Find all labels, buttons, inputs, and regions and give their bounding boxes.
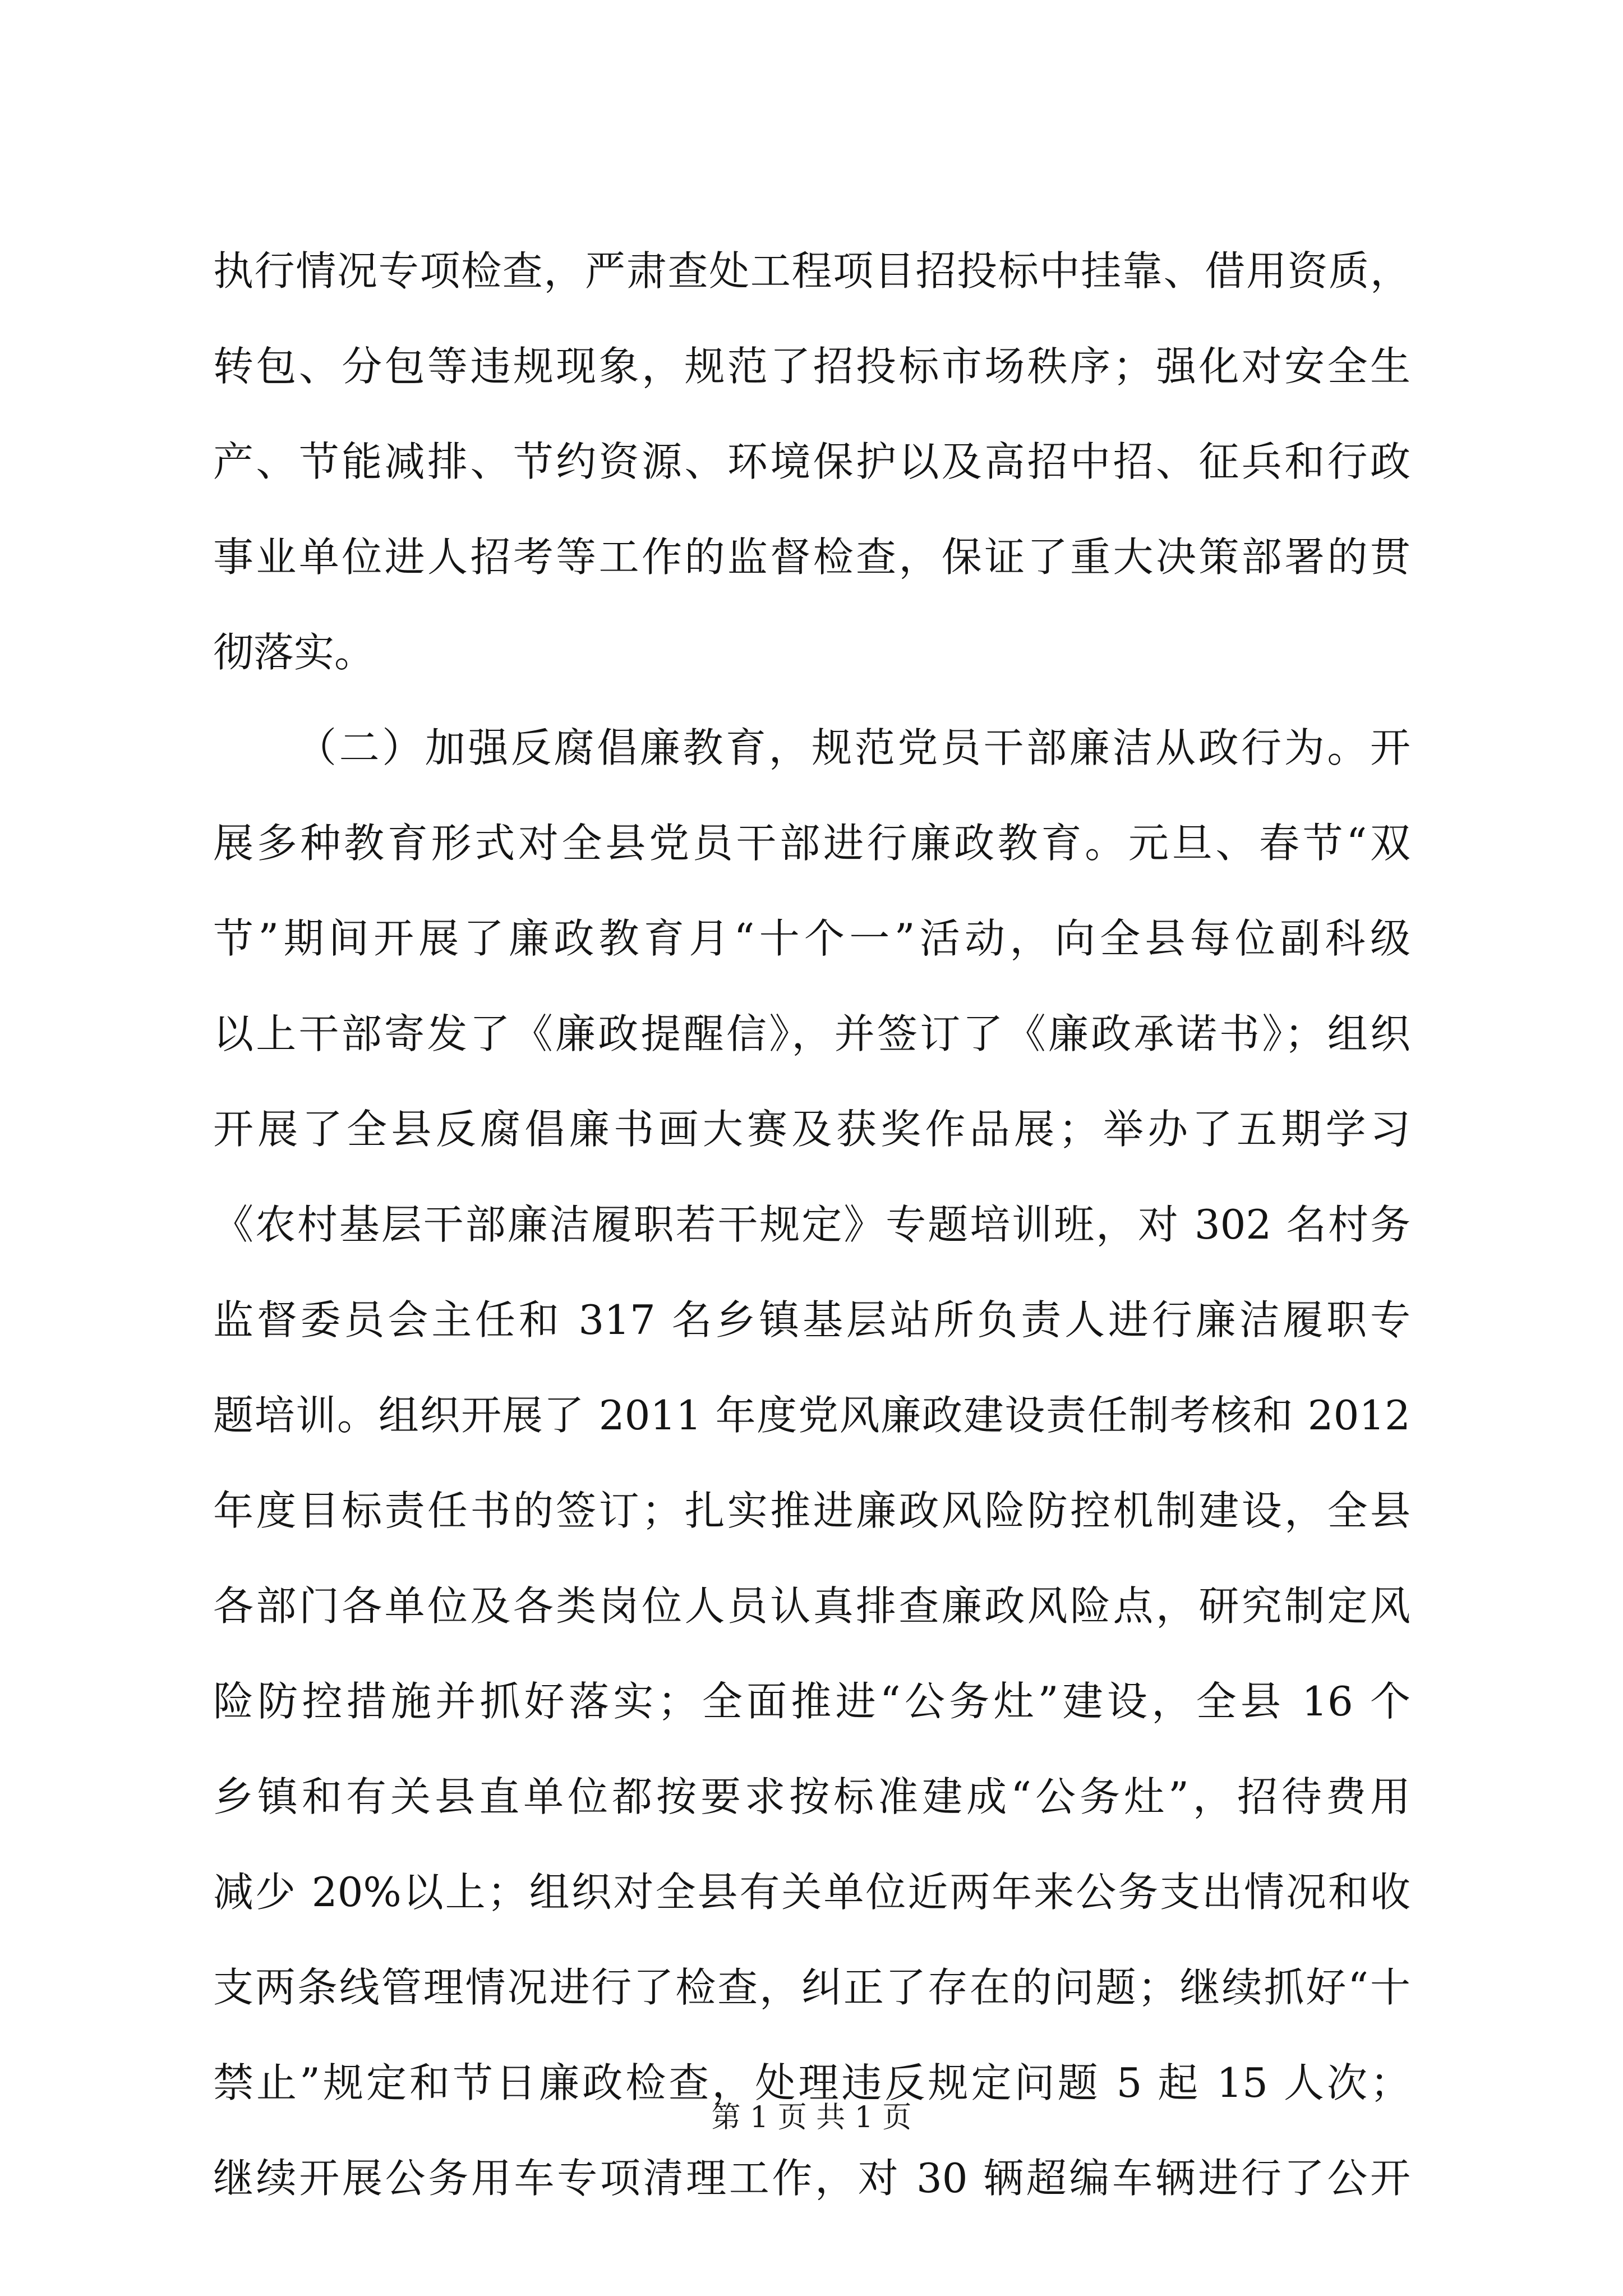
text-line: 监督委员会主任和 317 名乡镇基层站所负责人进行廉洁履职专 xyxy=(213,1296,1410,1343)
text-line: 题培训。组织开展了 2011 年度党风廉政建设责任制考核和 2012 xyxy=(213,1392,1410,1439)
text-line: 开展了全县反腐倡廉书画大赛及获奖作品展；举办了五期学习 xyxy=(213,1106,1410,1153)
text-line: 禁止”规定和节日廉政检查，处理违反规定问题 5 起 15 人次； xyxy=(213,2059,1410,2106)
text-line: 节”期间开展了廉政教育月“十个一”活动，向全县每位副科级 xyxy=(213,915,1410,962)
text-line: 转包、分包等违规现象，规范了招投标市场秩序；强化对安全生 xyxy=(213,343,1410,390)
text-line: 险防控措施并抓好落实；全面推进“公务灶”建设，全县 16 个 xyxy=(213,1678,1410,1725)
text-line: 执行情况专项检查，严肃查处工程项目招投标中挂靠、借用资质， xyxy=(213,247,1410,295)
text-line: 各部门各单位及各类岗位人员认真排查廉政风险点，研究制定风 xyxy=(213,1582,1410,1630)
text-line: 支两条线管理情况进行了检查，纠正了存在的问题；继续抓好“十 xyxy=(213,1964,1410,2011)
text-line: 展多种教育形式对全县党员干部进行廉政教育。元旦、春节“双 xyxy=(213,820,1410,867)
document-body xyxy=(213,223,1410,2226)
text-line: 减少 20%以上；组织对全县有关单位近两年来公务支出情况和收 xyxy=(213,1869,1410,1916)
paragraph-first-line: （二）加强反腐倡廉教育，规范党员干部廉洁从政行为。开 xyxy=(296,724,1410,771)
text-line: 以上干部寄发了《廉政提醒信》，并签订了《廉政承诺书》；组织 xyxy=(213,1010,1410,1057)
text-line: 年度目标责任书的签订；扎实推进廉政风险防控机制建设，全县 xyxy=(213,1487,1410,1534)
text-line: 乡镇和有关县直单位都按要求按标准建成“公务灶”，招待费用 xyxy=(213,1773,1410,1820)
page-footer: 第 1 页 共 1 页 xyxy=(711,2101,912,2134)
text-line: 继续开展公务用车专项清理工作，对 30 辆超编车辆进行了公开 xyxy=(213,2155,1410,2202)
text-line: 《农村基层干部廉洁履职若干规定》专题培训班，对 302 名村务 xyxy=(213,1201,1410,1248)
text-line: 彻落实。 xyxy=(213,629,375,676)
text-line: 产、节能减排、节约资源、环境保护以及高招中招、征兵和行政 xyxy=(213,438,1410,485)
text-line: 事业单位进人招考等工作的监督检查，保证了重大决策部署的贯 xyxy=(213,533,1410,581)
